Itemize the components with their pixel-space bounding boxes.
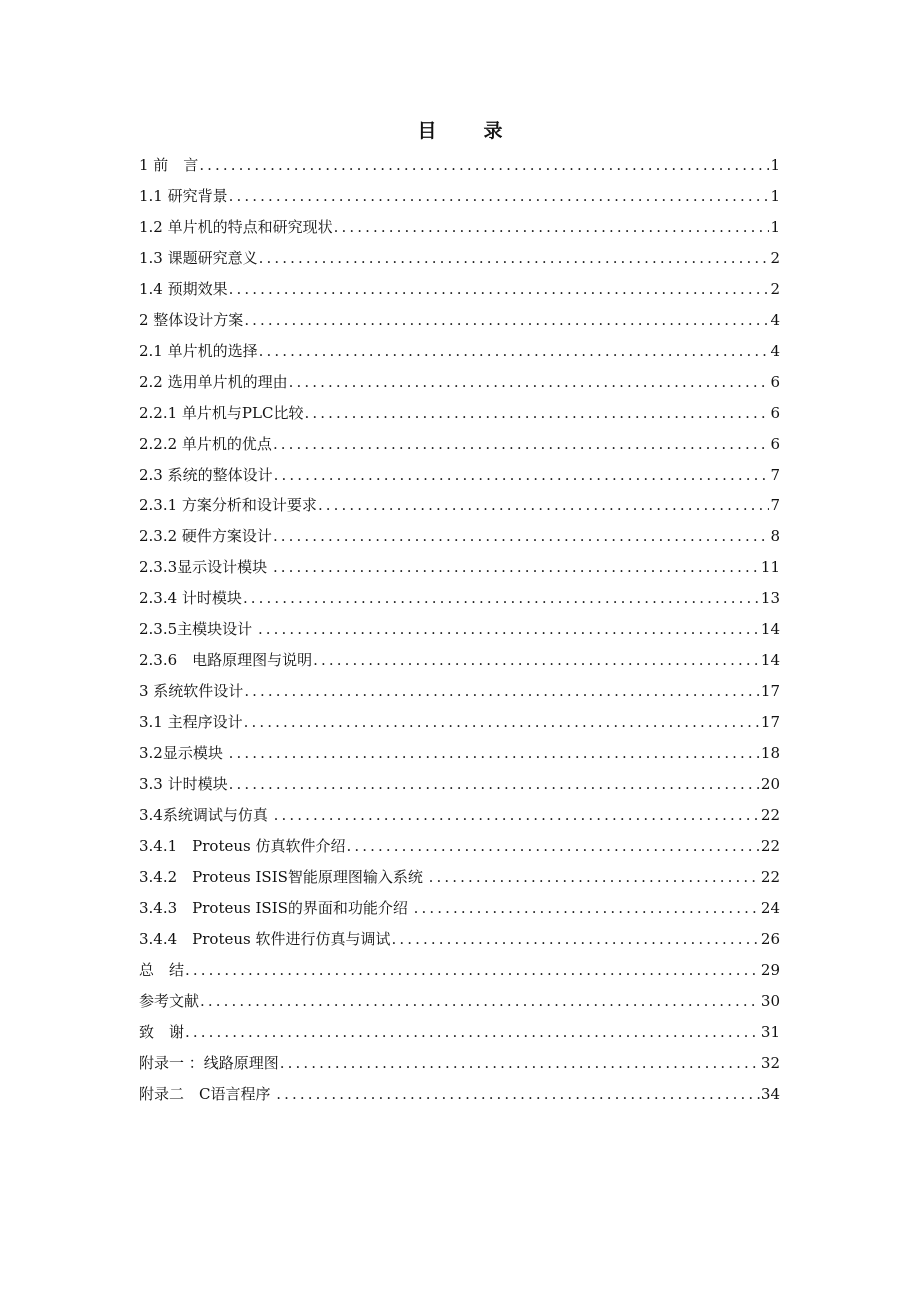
- toc-entry-label: 2.2 选用单片机的理由: [139, 372, 288, 391]
- toc-entry[interactable]: [139, 429, 780, 460]
- toc-entry[interactable]: [139, 552, 780, 583]
- toc-entry[interactable]: [139, 831, 780, 862]
- toc-dot-leader: [318, 490, 770, 521]
- toc-entry[interactable]: [139, 738, 780, 769]
- toc-entry[interactable]: [139, 1017, 780, 1048]
- toc-dot-leader: [414, 893, 760, 924]
- toc-entry-page-number: 22: [760, 867, 780, 886]
- toc-dot-leader: [229, 181, 770, 212]
- toc-entry-page-number: 4: [770, 341, 780, 360]
- toc-entry[interactable]: [139, 893, 780, 924]
- toc-entry-label: 附录一 ：线路原理图: [139, 1053, 279, 1072]
- toc-entry-page-number: 1: [770, 186, 780, 205]
- toc-dot-leader: [274, 800, 760, 831]
- toc-entry-page-number: 6: [770, 372, 780, 391]
- toc-entry-label: 参考文献: [139, 991, 200, 1010]
- toc-entry[interactable]: [139, 955, 780, 986]
- toc-entry-page-number: 2: [770, 248, 780, 267]
- toc-dot-leader: [244, 676, 760, 707]
- toc-entry[interactable]: [139, 274, 780, 305]
- toc-dot-leader: [273, 429, 770, 460]
- toc-dot-leader: [274, 460, 770, 491]
- toc-entry-label: 2.2.1 单片机与PLC比较: [139, 403, 304, 422]
- toc-entry-label: 3 系统软件设计: [139, 682, 244, 701]
- toc-entry-page-number: 24: [760, 898, 780, 917]
- toc-entry[interactable]: [139, 460, 780, 491]
- toc-entry-page-number: 8: [770, 527, 780, 546]
- toc-entry-page-number: 1: [770, 156, 780, 174]
- toc-entry[interactable]: [139, 614, 780, 645]
- toc-entry[interactable]: [139, 769, 780, 800]
- toc-dot-leader: [429, 862, 760, 893]
- toc-entry-page-number: 1: [770, 217, 780, 236]
- toc-dot-leader: [273, 521, 770, 552]
- toc-entry[interactable]: [139, 305, 780, 336]
- toc-entry[interactable]: [139, 490, 780, 521]
- toc-entry-page-number: 31: [760, 1022, 780, 1041]
- toc-entry-page-number: 14: [760, 651, 780, 670]
- toc-entry-label: 1.3 课题研究意义: [139, 248, 258, 267]
- toc-entry[interactable]: [139, 367, 780, 398]
- toc-entry-page-number: 13: [760, 589, 780, 608]
- toc-dot-leader: [244, 305, 769, 336]
- toc-entry-label: 3.4系统调试与仿真: [139, 806, 273, 825]
- toc-entry-label: 2.3.1 方案分析和设计要求: [139, 496, 317, 515]
- toc-entry-label: 2.3.5主模块设计: [139, 620, 257, 639]
- toc-entry-label: 3.1 主程序设计: [139, 713, 243, 732]
- toc-dot-leader: [229, 769, 760, 800]
- toc-dot-leader: [273, 552, 760, 583]
- toc-entry[interactable]: [139, 800, 780, 831]
- toc-entry-page-number: 18: [760, 744, 780, 763]
- toc-entry-label: 总 结: [139, 960, 185, 979]
- toc-entry-page-number: 30: [760, 991, 780, 1010]
- toc-entry-label: 3.2显示模块: [139, 744, 228, 763]
- toc-entry-label: 1.2 单片机的特点和研究现状: [139, 217, 333, 236]
- toc-entry-label: 3.4.3 Proteus ISIS的界面和功能介绍: [139, 898, 413, 917]
- toc-entry[interactable]: [139, 336, 780, 367]
- toc-dot-leader: [185, 955, 760, 986]
- toc-entry-label: 附录二 C语言程序: [139, 1084, 276, 1103]
- toc-dot-leader: [289, 367, 770, 398]
- toc-entry[interactable]: [139, 521, 780, 552]
- toc-dot-leader: [229, 274, 770, 305]
- toc-entry-page-number: 14: [760, 620, 780, 639]
- toc-entry[interactable]: [139, 986, 780, 1017]
- toc-entry-label: 2.3.3显示设计模块: [139, 558, 272, 577]
- toc-entry-label: 2.3.4 计时模块: [139, 589, 242, 608]
- toc-entry[interactable]: [139, 583, 780, 614]
- toc-entry-page-number: 4: [770, 310, 780, 329]
- toc-entry-label: 1.4 预期效果: [139, 279, 228, 298]
- toc-entry-label: 致 谢: [139, 1022, 185, 1041]
- table-of-contents: [139, 150, 780, 1110]
- toc-entry-label: 2.2.2 单片机的优点: [139, 434, 272, 453]
- toc-dot-leader: [259, 243, 770, 274]
- toc-entry-page-number: 17: [760, 713, 780, 732]
- toc-entry[interactable]: [139, 676, 780, 707]
- toc-dot-leader: [280, 1048, 760, 1079]
- toc-entry[interactable]: [139, 150, 780, 181]
- toc-entry-label: 2.3.2 硬件方案设计: [139, 527, 272, 546]
- toc-entry-page-number: 29: [760, 960, 780, 979]
- toc-entry[interactable]: [139, 862, 780, 893]
- toc-dot-leader: [185, 1017, 760, 1048]
- toc-dot-leader: [244, 707, 760, 738]
- toc-dot-leader: [259, 336, 770, 367]
- toc-entry-page-number: 34: [760, 1084, 780, 1103]
- toc-entry-page-number: 2: [770, 279, 780, 298]
- toc-dot-leader: [199, 150, 769, 181]
- toc-entry-label: 2.1 单片机的选择: [139, 341, 258, 360]
- toc-entry[interactable]: [139, 707, 780, 738]
- toc-entry[interactable]: [139, 645, 780, 676]
- toc-dot-leader: [258, 614, 760, 645]
- toc-entry-label: 3.4.1 Proteus 仿真软件介绍: [139, 836, 346, 855]
- toc-entry-page-number: 20: [760, 775, 780, 794]
- toc-dot-leader: [347, 831, 760, 862]
- toc-dot-leader: [276, 1079, 760, 1110]
- toc-entry-label: 1 前 言: [139, 156, 199, 174]
- toc-dot-leader: [392, 924, 760, 955]
- toc-entry-label: 2.3 系统的整体设计: [139, 465, 273, 484]
- toc-entry-label: 3.4.2 Proteus ISIS智能原理图输入系统: [139, 867, 428, 886]
- toc-entry[interactable]: [139, 1048, 780, 1079]
- toc-entry-page-number: 7: [770, 465, 780, 484]
- toc-entry[interactable]: [139, 243, 780, 274]
- toc-entry-page-number: 7: [770, 496, 780, 515]
- toc-entry[interactable]: [139, 212, 780, 243]
- toc-dot-leader: [200, 986, 760, 1017]
- toc-entry-page-number: 6: [770, 403, 780, 422]
- toc-entry-page-number: 17: [760, 682, 780, 701]
- toc-entry[interactable]: [139, 181, 780, 212]
- toc-dot-leader: [304, 398, 769, 429]
- toc-entry-label: 3.4.4 Proteus 软件进行仿真与调试: [139, 929, 391, 948]
- toc-entry-page-number: 6: [770, 434, 780, 453]
- toc-entry-label: 2 整体设计方案: [139, 310, 244, 329]
- toc-entry-label: 1.1 研究背景: [139, 186, 228, 205]
- toc-entry-page-number: 22: [760, 806, 780, 825]
- toc-entry-page-number: 26: [760, 929, 780, 948]
- toc-entry[interactable]: [139, 1079, 780, 1110]
- toc-dot-leader: [243, 583, 760, 614]
- toc-entry-label: 3.3 计时模块: [139, 775, 228, 794]
- toc-entry-page-number: 11: [760, 558, 780, 577]
- toc-entry-page-number: 32: [760, 1053, 780, 1072]
- toc-entry-label: 2.3.6 电路原理图与说明: [139, 651, 313, 670]
- toc-dot-leader: [229, 738, 760, 769]
- toc-dot-leader: [313, 645, 760, 676]
- toc-entry[interactable]: [139, 398, 780, 429]
- toc-entry[interactable]: [139, 924, 780, 955]
- toc-title: 目 录: [417, 120, 517, 142]
- toc-entry-page-number: 22: [760, 836, 780, 855]
- toc-dot-leader: [334, 212, 770, 243]
